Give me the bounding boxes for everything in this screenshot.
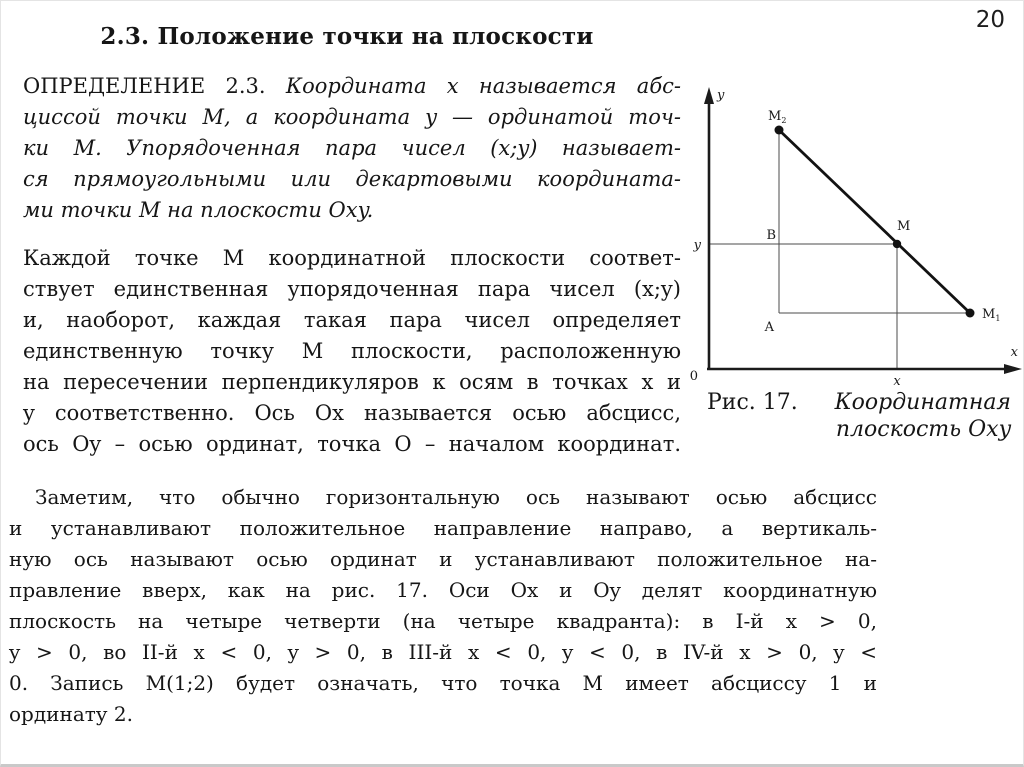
point-m-dot [893, 240, 901, 248]
point-m-label: M [897, 219, 911, 234]
definition-first-line: Координата x называется абс- [285, 74, 682, 98]
page-title: 2.3. Положение точки на плоскости [100, 23, 594, 50]
x-tick-label: x [893, 374, 901, 389]
point-m1-dot [966, 309, 975, 318]
text-line [23, 71, 681, 102]
definition-label: ОПРЕДЕЛЕНИЕ 2.3. [23, 74, 266, 98]
text-line: ми точки M на плоскости Oxy. [23, 198, 374, 222]
point-b-label: B [766, 228, 776, 243]
point-a-label: A [764, 320, 774, 335]
note-paragraph [9, 482, 877, 730]
text-line: Каждой точке M координатной плоскости соответ- [23, 246, 681, 270]
text-line: и устанавливают положительное направление направо, а вертикаль- [9, 516, 877, 540]
figure-caption-label: Рис. 17. [707, 390, 798, 415]
point-m2-label: $M_2$ [768, 109, 787, 125]
text-line: на пересечении перпендикуляров к осям в точках x и [23, 370, 681, 394]
text-line: y соответственно. Ось Ox называется осью абсцисс, [23, 401, 681, 425]
x-axis-label: x [1010, 345, 1018, 360]
figure-caption-title: Координатная [834, 390, 1011, 415]
body-paragraph [23, 243, 681, 460]
text-line: ординату 2. [9, 702, 134, 726]
text-line: ки M. Упорядоченная пара чисел (x;y) называет- [23, 136, 681, 160]
x-axis-arrowhead [1004, 364, 1022, 374]
text-line: Заметим, что обычно горизонтальную ось называют осью абсцисс [35, 485, 877, 509]
segment-m2-m1 [779, 130, 970, 313]
text-line: 0. Запись M(1;2) будет означать, что точка M имеет абсциссу 1 и [9, 671, 877, 695]
text-line: ось Oy – осью ординат, точка O – началом координат. [23, 432, 681, 456]
figure-caption-line1 [707, 389, 1011, 416]
text-line: и, наоборот, каждая такая пара чисел определяет [23, 308, 681, 332]
point-m1-label: $M_1$ [982, 307, 1001, 323]
definition-paragraph [23, 71, 681, 226]
page-number: 20 [975, 7, 1005, 33]
figure-caption-line2: плоскость Oxy [835, 417, 1011, 442]
text-line: единственную точку M плоскости, расположенную [23, 339, 681, 363]
y-tick-label: y [693, 238, 701, 253]
y-axis-label: y [717, 88, 725, 103]
text-line: ную ось называют осью ординат и устанавливают положительное на- [9, 547, 877, 571]
figure-17-coordinate-plane [684, 77, 1024, 389]
text-line: правление вверх, как на рис. 17. Оси Ox и Oy делят координатную [9, 578, 877, 602]
text-line: циссой точки M, а координата y — ординатой точ- [23, 105, 681, 129]
y-axis-arrowhead [704, 87, 714, 104]
text-line: y > 0, во II-й x < 0, y > 0, в III-й x < 0, y < 0, в IV-й x > 0, y < [9, 640, 877, 664]
point-m2-dot [775, 126, 784, 135]
text-line: плоскость на четыре четверти (на четыре квадранта): в I-й x > 0, [9, 609, 877, 633]
text-line: ствует единственная упорядоченная пара чисел (x;y) [23, 277, 681, 301]
figure-caption [707, 389, 1011, 443]
origin-label: 0 [689, 369, 698, 384]
text-line: ся прямоугольными или декартовыми координата- [23, 167, 681, 191]
